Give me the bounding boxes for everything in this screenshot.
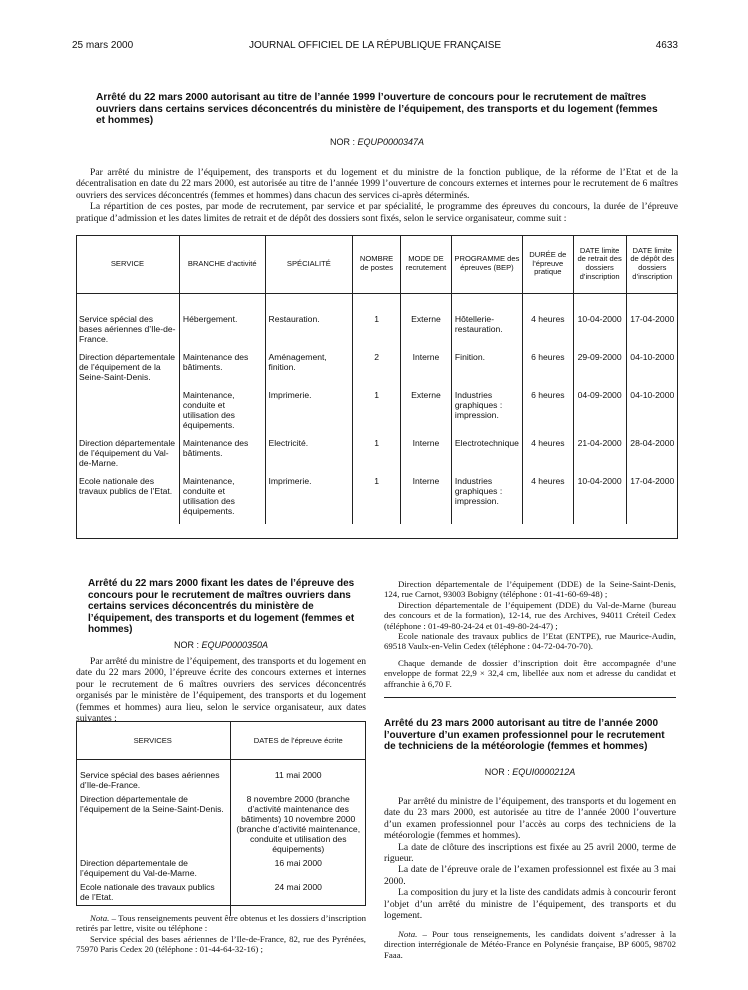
cell-date: 8 novembre 2000 (branche d’activité maintenance des bâtiments) 10 novembre 2000 (branche d’activité maintenance, conduite et utilisation des équipements) bbox=[230, 794, 366, 858]
cell-programme: Finition. bbox=[451, 352, 522, 390]
article3-nor-code: EQUI0000212A bbox=[512, 767, 576, 777]
cell-branche: Hébergement. bbox=[179, 294, 265, 353]
journal-title: JOURNAL OFFICIEL DE LA RÉPUBLIQUE FRANÇAISE bbox=[248, 40, 502, 51]
article3-body bbox=[384, 796, 676, 921]
cell-duree: 4 heures bbox=[522, 438, 573, 476]
cell-retrait: 21-04-2000 bbox=[573, 438, 626, 476]
cell-branche: Maintenance des bâtiments. bbox=[179, 352, 265, 390]
cell-date: 24 mai 2000 bbox=[230, 882, 366, 916]
table-row bbox=[76, 794, 366, 858]
cell-duree: 4 heures bbox=[522, 294, 573, 353]
cell-service: Ecole nationale des travaux publics de l’Etat. bbox=[79, 476, 173, 496]
col-service: SERVICE bbox=[110, 258, 145, 268]
table-row bbox=[76, 476, 678, 524]
article3-paragraph: La composition du jury et la liste des candidats admis à concourir feront l’objet d’un arrêté du ministre de l’équipement, des transports et du logement. bbox=[384, 887, 676, 922]
col-depot: DATE limite de dépôt des dossiers d’inscription bbox=[626, 235, 678, 294]
article2-nota: Nota. – Tous renseignements peuvent être obtenus et les dossiers d’inscription retirés par lettre, visite ou téléphone : Service spécial des bases aériennes de l’Ile-de-France, 82, rue des Pyrénées, 75970 Paris Cedex 20 (téléphone : 01-44-64-32-16) ; bbox=[76, 913, 366, 955]
cell-depot: 04-10-2000 bbox=[626, 390, 678, 438]
article1-paragraph: Par arrêté du ministre de l’équipement, des transports et du logement et du ministre de la fonction publique, de la réforme de l’Etat et de la décentralisation en date du 22 mars 2000, est autorisée au titre de l’année 1999 l’ouverture de concours externes et internes pour le recrutement de 6 maîtres ouvriers des services déconcentrés (femmes et hommes) dans chacun des services ci-après déterminés. bbox=[76, 167, 678, 201]
cell-branche: Maintenance, conduite et utilisation des équipements. bbox=[179, 476, 265, 524]
col-services: SERVICES bbox=[76, 721, 230, 760]
cell-nombre: 1 bbox=[353, 294, 401, 353]
cell-branche: Maintenance des bâtiments. bbox=[179, 438, 265, 476]
cell-nombre: 1 bbox=[353, 390, 401, 438]
table-row bbox=[76, 882, 366, 916]
article2-closing: Chaque demande de dossier d’inscription doit être accompagnée d’une enveloppe de format 22,9 × 32,4 cm, libellée aux nom et adresse du candidat et affranchie à 6,70 F. bbox=[384, 657, 676, 689]
cell-depot: 28-04-2000 bbox=[626, 438, 678, 476]
col-programme: PROGRAMME des épreuves (BEP) bbox=[451, 235, 522, 294]
cell-service: Direction départementale de l’équipement du Val-de-Marne. bbox=[79, 438, 176, 468]
nota-label: Nota. bbox=[398, 929, 418, 939]
table-row bbox=[76, 438, 678, 476]
cell-specialite: Imprimerie. bbox=[265, 476, 353, 524]
article1-nor-code: EQUP0000347A bbox=[357, 137, 425, 147]
cell-specialite: Imprimerie. bbox=[265, 390, 353, 438]
cell-programme: Industries graphiques : impression. bbox=[451, 476, 522, 524]
article2-addresses bbox=[384, 579, 676, 689]
cell-service: Direction départementale de l’équipement du Val-de-Marne. bbox=[80, 858, 197, 878]
cell-mode: Externe bbox=[401, 390, 452, 438]
col-dates: DATES de l’épreuve écrite bbox=[230, 721, 366, 760]
article1-title: Arrêté du 22 mars 2000 autorisant au titre de l’année 1999 l’ouverture de concours pour le recrutement de maîtres ouvriers dans certains services déconcentrés du ministère de l’équipement, des transports et du logement (femmes et hommes) bbox=[96, 92, 658, 126]
address-item: Direction départementale de l’équipement (DDE) du Val-de-Marne (bureau des concours et de la formation), 12-14, rue des Archives, 94011 Créteil Cedex (téléphone : 01-49-80-24-24 et 01-49-80-24-47) ; bbox=[384, 599, 676, 631]
cell-duree: 6 heures bbox=[522, 390, 573, 438]
col-duree: DURÉE de l’épreuve pratique bbox=[522, 235, 573, 294]
article2-body bbox=[76, 656, 366, 724]
cell-branche: Maintenance, conduite et utilisation des équipements. bbox=[179, 390, 265, 438]
address-item: Service spécial des bases aériennes de l’Ile-de-France, 82, rue des Pyrénées, 75970 Paris Cedex 20 (téléphone : 01-44-64-32-16) ; bbox=[76, 933, 366, 955]
cell-retrait: 04-09-2000 bbox=[573, 390, 626, 438]
cell-mode: Externe bbox=[401, 294, 452, 353]
cell-service: Direction départementale de l’équipement de la Seine-Saint-Denis. bbox=[79, 352, 176, 382]
article2-title: Arrêté du 22 mars 2000 fixant les dates de l’épreuve des concours pour le recrutement de maîtres ouvriers dans certains services déconcentrés du ministère de l’équipement, des transports et du logement (femmes et hommes) bbox=[88, 578, 355, 635]
issue-date: 25 mars 2000 bbox=[72, 40, 134, 51]
article1-body bbox=[76, 167, 678, 224]
article3-nor: NOR : EQUI0000212A bbox=[484, 767, 576, 777]
article3-nota: Nota. – Pour tous renseignements, les candidats doivent s’adresser à la direction interrégionale de Météo-France en Polynésie française, BP 6005, 98702 Faaa. bbox=[384, 929, 676, 960]
col-specialite: SPÉCIALITÉ bbox=[265, 235, 353, 294]
cell-specialite: Restauration. bbox=[265, 294, 353, 353]
cell-programme: Industries graphiques : impression. bbox=[451, 390, 522, 438]
article3-paragraph: La date de l’épreuve orale de l’examen professionnel est fixée au 3 mai 2000. bbox=[384, 864, 676, 887]
col-branche: BRANCHE d’activité bbox=[179, 235, 265, 294]
col-retrait: DATE limite de retrait des dossiers d’inscription bbox=[573, 235, 626, 294]
article2-nor: NOR : EQUP0000350A bbox=[173, 640, 269, 650]
cell-date: 11 mai 2000 bbox=[230, 760, 366, 795]
cell-specialite: Aménagement, finition. bbox=[265, 352, 353, 390]
cell-date: 16 mai 2000 bbox=[230, 858, 366, 882]
column-separator bbox=[384, 697, 676, 698]
cell-mode: Interne bbox=[401, 438, 452, 476]
col-mode: MODE DE recrutement bbox=[401, 235, 452, 294]
cell-nombre: 1 bbox=[353, 476, 401, 524]
article1-paragraph: La répartition de ces postes, par mode de recrutement, par service et par spécialité, le programme des épreuves du concours, la durée de l’épreuve pratique d’admission et les dates limites de retrait et de dépôt des dossiers sont fixés, selon le service organisateur, comme suit : bbox=[76, 201, 678, 224]
cell-nombre: 2 bbox=[353, 352, 401, 390]
cell-depot: 17-04-2000 bbox=[626, 294, 678, 353]
nota-label: Nota. bbox=[90, 913, 110, 923]
article1-nor: NOR : EQUP0000347A bbox=[329, 137, 425, 147]
cell-mode: Interne bbox=[401, 476, 452, 524]
address-item: Ecole nationale des travaux publics de l’Etat (ENTPE), rue Maurice-Audin, 69518 Vaulx-en-Velin Cedex (téléphone : 04-72-04-70-70). bbox=[384, 631, 676, 652]
table-row bbox=[76, 294, 678, 353]
article2-nor-code: EQUP0000350A bbox=[201, 640, 269, 650]
cell-service: Service spécial des bases aériennes d’Ile-de-France. bbox=[80, 770, 220, 790]
dates-table bbox=[76, 721, 366, 916]
article3-paragraph: Par arrêté du ministre de l’équipement, des transports et du logement en date du 23 mars 2000, est autorisée au titre de l’année 2000 l’ouverture d’un examen professionnel pour l’accès au corps des techniciens de la météorologie (femmes et hommes). bbox=[384, 796, 676, 842]
article3-paragraph: La date de clôture des inscriptions est fixée au 25 avril 2000, terme de rigueur. bbox=[384, 841, 676, 865]
address-item: Direction départementale de l’équipement (DDE) de la Seine-Saint-Denis, 124, rue Carnot, 93003 Bobigny (téléphone : 01-41-60-69-48) ; bbox=[384, 579, 676, 600]
article3-title: Arrêté du 23 mars 2000 autorisant au titre de l’année 2000 l’ouverture d’un examen professionnel pour le recrutement de techniciens de la météorologie (femmes et hommes) bbox=[384, 718, 665, 752]
cell-service: Ecole nationale des travaux publics de l’Etat. bbox=[80, 882, 215, 902]
cell-service bbox=[76, 390, 179, 438]
table-row bbox=[76, 760, 366, 795]
cell-programme: Hôtellerie-restauration. bbox=[451, 294, 522, 353]
table-row bbox=[76, 352, 678, 390]
cell-service: Service spécial des bases aériennes d’Ile-de-France. bbox=[79, 314, 176, 344]
cell-retrait: 29-09-2000 bbox=[573, 352, 626, 390]
cell-mode: Interne bbox=[401, 352, 452, 390]
cell-specialite: Electricité. bbox=[265, 438, 353, 476]
recruitment-table bbox=[76, 235, 678, 524]
table-row bbox=[76, 390, 678, 438]
cell-depot: 17-04-2000 bbox=[626, 476, 678, 524]
cell-service: Direction départementale de l’équipement de la Seine-Saint-Denis. bbox=[80, 794, 224, 814]
col-nombre: NOMBRE de postes bbox=[353, 235, 401, 294]
table-row bbox=[76, 858, 366, 882]
cell-duree: 4 heures bbox=[522, 476, 573, 524]
article2-paragraph: Par arrêté du ministre de l’équipement, des transports et du logement en date du 22 mars 2000, l’épreuve écrite des concours externes et internes pour le recrutement de 6 maîtres ouvriers des services déconcentrés organisés par le ministère de l’équipement, des transports et du logement (femmes et hommes) aura lieu, selon le service organisateur, aux dates suivantes : bbox=[76, 656, 367, 725]
cell-retrait: 10-04-2000 bbox=[573, 476, 626, 524]
cell-nombre: 1 bbox=[353, 438, 401, 476]
cell-retrait: 10-04-2000 bbox=[573, 294, 626, 353]
cell-programme: Electrotechnique bbox=[451, 438, 522, 476]
cell-depot: 04-10-2000 bbox=[626, 352, 678, 390]
cell-duree: 6 heures bbox=[522, 352, 573, 390]
page-number: 4633 bbox=[655, 40, 678, 51]
